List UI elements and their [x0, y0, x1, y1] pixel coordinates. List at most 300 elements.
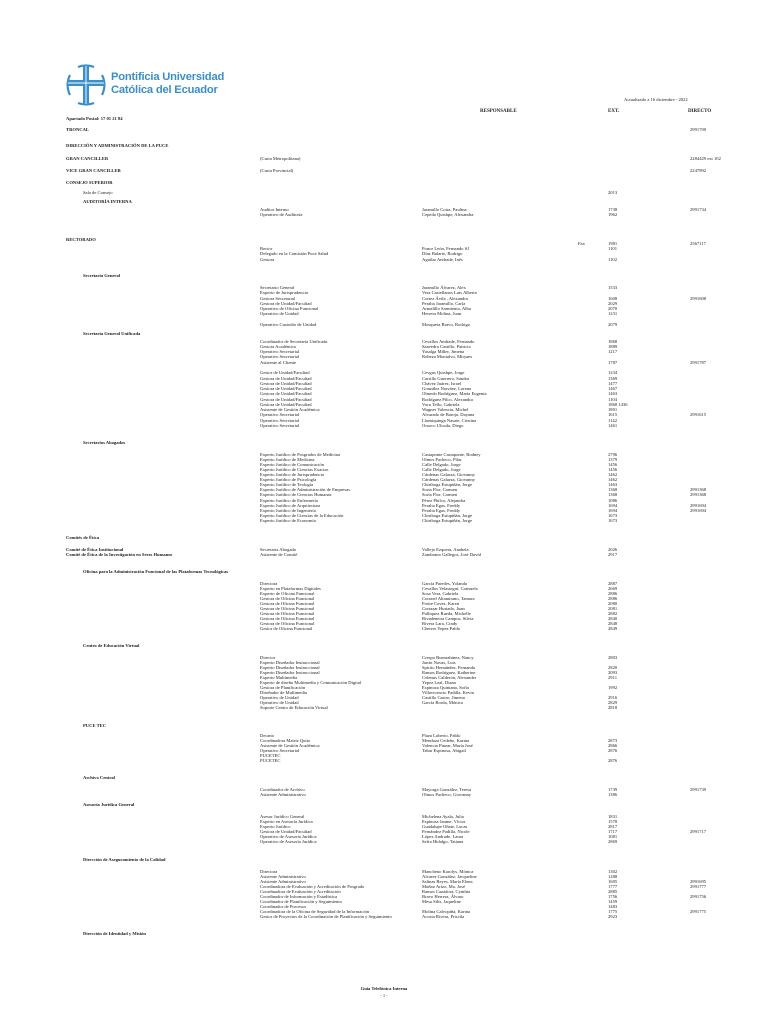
responsable-cell: Fernández Padilla, Nicole: [422, 829, 470, 834]
extension-cell: 2818: [608, 705, 618, 710]
section-heading: GRAN CANCILLER: [66, 156, 109, 161]
column-header-directo: DIRECTO: [688, 109, 712, 114]
direct-number-cell: 2991787: [690, 360, 707, 365]
position-cell: Gestora de Oficina Funcional: [260, 606, 315, 611]
position-cell: (Curia Provincial): [260, 168, 294, 173]
position-cell: Auditor Interno: [260, 207, 289, 212]
responsable-cell: Ponce León, Fernando SJ: [422, 246, 469, 251]
responsable-cell: Olmos Pacheco, Pilar: [422, 457, 462, 462]
responsable-cell: Yasalga Miller, Jimena: [422, 349, 465, 354]
extension-cell: 1379: [608, 457, 618, 462]
section-heading: RECTORADO: [66, 237, 96, 242]
position-cell: Gestora de Unidad/Facultad: [260, 397, 312, 402]
responsable-cell: Castaponte Castaponte, Rodney: [422, 452, 481, 457]
position-cell: Directora: [260, 869, 278, 874]
position-cell: Experto Jurídico de Medicina: [260, 457, 315, 462]
responsable-cell: Molina Calvopiña, Karina: [422, 909, 471, 914]
position-cell: Coordinadora de Evaluación y Acreditación: [260, 889, 341, 894]
extension-cell: 1368: [608, 487, 618, 492]
responsable-cell: García Paredes, Yolanda: [422, 581, 467, 586]
section-heading: Comité de Ética de la Investigación en Seres Humanos: [66, 552, 173, 557]
fax-label: Fax: [578, 241, 585, 246]
extension-cell: 1694: [608, 503, 618, 508]
responsable-cell: Coronel Altamirano, Tamara: [422, 596, 475, 601]
position-cell: Coordinadora de la Oficina de Seguridad de la Información: [260, 909, 370, 914]
direct-number-cell: 2991694: [690, 503, 707, 508]
responsable-cell: Herrera Molina, Juan: [422, 311, 462, 316]
responsable-cell: Sosa Vera, Gabriela: [422, 591, 459, 596]
extension-cell: 1463: [608, 391, 618, 396]
position-cell: Diseñador de Multimedia: [260, 690, 307, 695]
extension-cell: 1787: [608, 360, 618, 365]
responsable-cell: Pérez Philco, Alejandra: [422, 498, 466, 503]
position-cell: Gestora Académica: [260, 344, 296, 349]
position-cell: Operativo Secretarial: [260, 349, 300, 354]
responsable-cell: Olmedo Rodríguez, María Eugenia: [422, 391, 487, 396]
extension-cell: 2911: [608, 675, 618, 680]
direct-number-cell: 2991368: [690, 487, 707, 492]
position-cell: Coordinadora de Evaluación y Acreditación de Posgrado: [260, 884, 365, 889]
responsable-cell: García Borda, Mónica: [422, 700, 463, 705]
extension-cell: 2923: [608, 914, 618, 919]
responsable-cell: Chiriboga Estupiñán, Jorge: [422, 518, 473, 523]
responsable-cell: Cherres Yepez Pablo: [422, 626, 461, 631]
direct-number-cell: 2991756: [690, 894, 707, 899]
position-cell: Experto en Plataformas Digitales: [260, 586, 321, 591]
responsable-cell: Rivadeneira Campos, Silvia: [422, 616, 474, 621]
responsable-cell: Mendoza Cedeño, Karina: [422, 738, 470, 743]
responsable-cell: Mosquera Bravo, Rodrigo: [422, 322, 471, 327]
responsable-cell: Soria Flor, Carmen: [422, 487, 458, 492]
section-heading: Comité de Ética Institucional: [66, 547, 124, 552]
position-cell: Gestora Secretarial: [260, 296, 296, 301]
extension-cell: 1962: [608, 212, 618, 217]
extension-cell: 1102: [608, 257, 618, 262]
position-cell: Gestora de Oficina Funcional: [260, 611, 315, 616]
cross-emblem-icon: [66, 63, 106, 107]
extension-cell: 2849: [608, 626, 618, 631]
position-cell: Asistente Administrativo: [260, 874, 306, 879]
footer-page-number: - 1 -: [380, 993, 388, 998]
subsection-heading: PUCE TEC: [83, 723, 107, 728]
subsection-heading: Archivo Central: [83, 775, 115, 780]
extension-cell: 1673: [608, 518, 618, 523]
position-cell: Experto Diseñador Instruccional: [260, 660, 320, 665]
position-cell: Gestor de Proyectos de la Coordinación de Planificación y Seguimiento: [260, 914, 392, 919]
extension-cell: 1104: [608, 397, 618, 402]
responsable-cell: Llumiquinga Nasate, Cristina: [422, 418, 477, 423]
responsable-cell: Valencia Pinzar, María José: [422, 743, 473, 748]
position-cell: Experto Jurídico de Ingeniería: [260, 508, 316, 513]
extension-cell: 1467: [608, 386, 618, 391]
responsable-cell: Chávez Juárez, Israel: [422, 381, 462, 386]
extension-cell: 2820: [608, 665, 618, 670]
extension-cell: 2079: [608, 322, 618, 327]
responsable-cell: Aguilar Andrade, Inés: [422, 257, 463, 262]
responsable-cell: Cepeda Quishpe, Alexandra: [422, 212, 474, 217]
extension-cell: 2796: [608, 452, 618, 457]
position-cell: Experto Jurídico de Administración de Empresas: [260, 487, 350, 492]
position-cell: Gestora de Unidad/Facultad: [260, 402, 312, 407]
extension-cell: 2829: [608, 700, 618, 705]
university-logo: [66, 63, 236, 107]
responsable-cell: Rodríguez Pilco, Alexandra: [422, 397, 473, 402]
responsable-cell: Cárdenas Galarza, Giovanny: [422, 472, 475, 477]
position-cell: Experto Jurídico de Ciencias Humanas: [260, 492, 332, 497]
responsable-cell: Peralta Egas, Freddy: [422, 503, 461, 508]
responsable-cell: Salinas Reyes, María Elena: [422, 879, 473, 884]
responsable-cell: Jarrín Navas, Luis: [422, 660, 456, 665]
subsection-heading: Dirección de Identidad y Misión: [83, 931, 146, 936]
extension-cell: 1981: [608, 241, 618, 246]
extension-cell: 1463: [608, 482, 618, 487]
extension-cell: 1234: [608, 370, 618, 375]
position-cell: Experto Jurídico de Psicología: [260, 477, 317, 482]
position-cell: Operativo de Oficina Funcional: [260, 306, 319, 311]
direct-number-cell: 2247892: [690, 168, 707, 173]
extension-cell: 1231: [608, 311, 618, 316]
position-cell: Experto Jurídico de Enfermería: [260, 498, 318, 503]
extension-cell: 1695: [608, 879, 618, 884]
position-cell: Operativo de Asesoría Jurídica: [260, 834, 317, 839]
responsable-cell: Vera Castellanos Luis Alberto: [422, 290, 477, 295]
extension-cell: 1477: [608, 381, 618, 386]
subsection-heading: Sala de Consejo: [83, 190, 113, 195]
position-cell: Asesor Jurídico General: [260, 814, 305, 819]
responsable-cell: Chiriboga Estupiñán, Jorge: [422, 482, 473, 487]
responsable-cell: Mayorga González, Teresa: [422, 787, 472, 792]
responsable-cell: Ramos Cazadora, Cynthia: [422, 889, 471, 894]
section-heading: VICE GRAN CANCILLER: [66, 168, 121, 173]
responsable-cell: López Andrade, Laura: [422, 834, 464, 839]
extension-cell: 2869: [608, 839, 618, 844]
position-cell: Asistente de Gestión Académica: [260, 407, 320, 412]
extension-cell: 2840: [608, 616, 618, 621]
position-cell: (Curia Metropolitana): [260, 156, 301, 161]
responsable-cell: Bravo Herrera, Álvaro: [422, 894, 464, 899]
extension-cell: 1801: [608, 407, 618, 412]
position-cell: Gestora de Unidad/Facultad: [260, 301, 312, 306]
extension-cell: 2866: [608, 743, 618, 748]
responsable-cell: Cárdenas Galarza, Giovanny: [422, 477, 475, 482]
responsable-cell: Castillo Castro, Jimena: [422, 695, 465, 700]
position-cell: Experto de Jurisprudencia: [260, 290, 308, 295]
extension-cell: 2081: [608, 606, 618, 611]
position-cell: Coordinador de Archivo: [260, 787, 305, 792]
responsable-cell: Freire Cavez, Karen: [422, 601, 460, 606]
extension-cell: 1302: [608, 869, 618, 874]
responsable-cell: Olmos Pacheco, Giovanny: [422, 792, 472, 797]
extension-cell: 1831: [608, 814, 618, 819]
responsable-cell: Wagner Valencia, Michel: [422, 407, 469, 412]
position-cell: Experto de diseño Multimedia y Comunicación Digital: [260, 680, 362, 685]
position-cell: Experto Jurídico de Teología: [260, 482, 314, 487]
position-cell: Gestor de Oficina Funcional: [260, 626, 313, 631]
extension-cell: 2669: [608, 586, 618, 591]
extension-cell: 2013: [608, 190, 618, 195]
position-cell: Experto Jurídico de Posgrados de Medicina: [260, 452, 340, 457]
section-heading: TRONCAL: [66, 127, 89, 132]
position-cell: PUCETEC: [260, 753, 281, 758]
responsable-cell: Soria Flor, Carmen: [422, 492, 458, 497]
subsection-heading: AUDITORÍA INTERNA: [83, 199, 132, 204]
position-cell: Coordinador de Procesos: [260, 904, 307, 909]
responsable-cell: Peralta Jaramillo, Carla: [422, 301, 466, 306]
responsable-cell: Michelena Ayala, Julio: [422, 814, 465, 819]
responsable-cell: Díaz Balarte, Rodrigo: [422, 251, 463, 256]
extension-cell: 2876: [608, 748, 618, 753]
extension-cell: 1456: [608, 467, 618, 472]
position-cell: Operativo Secretarial: [260, 423, 300, 428]
position-cell: Coordinador de Secretaría Unificada: [260, 339, 328, 344]
position-cell: Experto Jurídico de Arquitectura: [260, 503, 321, 508]
position-cell: Experto Jurídico: [260, 824, 291, 829]
responsable-cell: Guadalupe Oñate, Lucas: [422, 824, 468, 829]
position-cell: Experto Jurídico de Ciencias de la Educación: [260, 513, 344, 518]
direct-number-cell: 2991777: [690, 884, 707, 889]
extension-cell: 1456: [608, 462, 618, 467]
extension-cell: 1717: [608, 829, 618, 834]
direct-number-cell: 2991700: [690, 127, 707, 132]
updated-date: Actualizado a 16 diciembre - 2022: [624, 97, 688, 102]
position-cell: PUCETEC: [260, 758, 281, 763]
extension-cell: 2916: [608, 695, 618, 700]
extension-cell: 2817: [608, 824, 618, 829]
position-cell: Operativo Secretarial: [260, 412, 300, 417]
position-cell: Experto Jurídico de Economía: [260, 518, 316, 523]
position-cell: Experto Jurídico de Comunicación: [260, 462, 324, 467]
responsable-cell: Calle Delgado, Jorge: [422, 467, 461, 472]
direct-number-cell: 2991694: [690, 508, 707, 513]
responsable-cell: Calle Delgado, Jorge: [422, 462, 461, 467]
extension-cell: 1462: [608, 472, 618, 477]
position-cell: Experto de Oficina Funcional: [260, 591, 315, 596]
position-cell: Operativo Secretarial: [260, 354, 300, 359]
extension-cell: 2093: [608, 670, 618, 675]
extension-cell: 1081: [608, 834, 618, 839]
responsable-cell: Vallejo Ezquera, Anabela: [422, 547, 469, 552]
responsable-cell: Armalillo Sarmiento, Alba: [422, 306, 471, 311]
extension-cell: 1142: [608, 418, 618, 423]
position-cell: Operativo de Unidad: [260, 311, 299, 316]
position-cell: Experto Diseñador Instruccional: [260, 670, 320, 675]
subsection-heading: Asesoría Jurídica General: [83, 802, 135, 807]
position-cell: Decano: [260, 733, 275, 738]
extension-cell: 2917: [608, 552, 618, 557]
extension-cell: 2876: [608, 758, 618, 763]
responsable-cell: Cevallos Andrade, Fernando: [422, 339, 475, 344]
responsable-cell: Cortez Ávila , Alexandra: [422, 296, 468, 301]
extension-cell: 2029: [608, 301, 618, 306]
responsable-cell: Celemis Calderón, Alexander: [422, 675, 477, 680]
extension-cell: 1868 1436: [608, 402, 628, 407]
responsable-cell: Villavicencio Padilla, Kevin: [422, 690, 474, 695]
extension-cell: 1217: [608, 349, 618, 354]
position-cell: Delegado en la Comisión Puce Salud: [260, 251, 329, 256]
position-cell: Operativo de Auditoría: [260, 212, 303, 217]
position-cell: Rector: [260, 246, 273, 251]
position-cell: Asistente de Comité: [260, 552, 298, 557]
column-header-ext: EXT.: [608, 109, 620, 114]
direct-number-cell: 2991717: [690, 829, 707, 834]
extension-cell: 1483: [608, 904, 618, 909]
subsection-heading: Centro de Educación Virtual: [83, 643, 140, 648]
extension-cell: 1868: [608, 339, 618, 344]
position-cell: Experto en Asesoría Jurídica: [260, 819, 313, 824]
extension-cell: 2026: [608, 547, 618, 552]
direct-number-cell: 2991615: [690, 412, 707, 417]
position-cell: Experto Diseñador Instruccional: [260, 665, 320, 670]
direct-number-cell: 2991368: [690, 492, 707, 497]
position-cell: Gestora de Unidad/Facultad: [260, 386, 312, 391]
extension-cell: 2848: [608, 621, 618, 626]
position-cell: Gestora de Unidad/Facultad: [260, 381, 312, 386]
position-cell: Gestora de Planificación: [260, 685, 306, 690]
position-cell: Gestora de Oficina Funcional: [260, 601, 315, 606]
extension-cell: 1673: [608, 513, 618, 518]
position-cell: Experto Multimedia: [260, 675, 298, 680]
extension-cell: 1889: [608, 344, 618, 349]
extension-cell: 2873: [608, 738, 618, 743]
direct-number-cell: 2991734: [690, 207, 707, 212]
position-cell: Coordinadora Matriz Quito: [260, 738, 311, 743]
extension-cell: 1756: [608, 894, 618, 899]
extension-cell: 1461: [608, 423, 618, 428]
position-cell: Gestora de Unidad/Facultad: [260, 391, 312, 396]
footer-title: Guía Telefónica Interna: [360, 986, 408, 991]
extension-cell: 1386: [608, 792, 618, 797]
position-cell: Operativo de Asesoría Jurídica: [260, 839, 317, 844]
position-cell: Gestora de Unidad/Facultad: [260, 376, 312, 381]
responsable-cell: Cortazar Hurtado, Juan: [422, 606, 465, 611]
position-cell: Secretaria Abogada: [260, 547, 296, 552]
position-cell: Asistente de Gestión Académica: [260, 743, 320, 748]
extension-cell: 1992: [608, 685, 618, 690]
responsable-cell: Cevgus Quishpe, Jorge: [422, 370, 465, 375]
position-cell: Coordinador de Información y Estadística: [260, 894, 338, 899]
subsection-heading: Secretarios Abogados: [83, 440, 126, 445]
position-cell: Gestora de Oficina Funcional: [260, 596, 315, 601]
extension-cell: 1608: [608, 296, 618, 301]
extension-cell: 1533: [608, 285, 618, 290]
responsable-cell: Crespo Buenrahinez, Nancy: [422, 655, 474, 660]
subsection-heading: Secretaría General: [83, 273, 121, 278]
direct-number-cell: 2991775: [690, 909, 707, 914]
section-heading: Comités de Ética: [66, 535, 100, 540]
position-cell: Asistente al Cliente: [260, 360, 296, 365]
position-cell: Asistente Administrativo: [260, 792, 306, 797]
responsable-cell: Espinoza Quintana, Sofía: [422, 685, 469, 690]
extension-cell: 2885: [608, 889, 618, 894]
responsable-cell: Jaramillo Álvarez, Alex: [422, 285, 466, 290]
postal-address: Apartado Postal: 17 01 21 84: [66, 116, 123, 121]
responsable-cell: Cevallos Velasteguí, Consuelo: [422, 586, 478, 591]
responsable-cell: Jaramillo Coira, Paulina: [422, 207, 467, 212]
extension-cell: 1086: [608, 498, 618, 503]
extension-cell: 1462: [608, 477, 618, 482]
responsable-cell: Spirito Hernández, Fernanda: [422, 665, 475, 670]
subsection-heading: Oficina para la Administración Funcional de las Plataformas Tecnológicas: [83, 569, 229, 574]
responsable-cell: Yepez Leal, Diana: [422, 680, 456, 685]
responsable-cell: Mancheno Karolys, Mónica: [422, 869, 474, 874]
extension-cell: 1288: [608, 874, 618, 879]
position-cell: Asistente Administrativo: [260, 879, 306, 884]
responsable-cell: Saavedra Castillo, Patricio: [422, 344, 471, 349]
section-heading: CONSEJO SUPERIOR: [66, 180, 113, 185]
position-cell: Gestora de Unidad/Facultad: [260, 829, 312, 834]
extension-cell: 1101: [608, 246, 618, 251]
extension-cell: 1738: [608, 207, 618, 212]
extension-cell: 2080: [608, 601, 618, 606]
responsable-cell: Carrillo Guerrero, Sandra: [422, 376, 470, 381]
logo-line-2: Católica del Ecuador: [111, 84, 218, 96]
extension-cell: 2886: [608, 596, 618, 601]
position-cell: Coordinador de Planificación y Seguimiento: [260, 899, 342, 904]
responsable-cell: Pulliquez Rueda, Michelle: [422, 611, 471, 616]
responsable-cell: Peralta Egas, Freddy: [422, 508, 461, 513]
direct-number-cell: 2991739: [690, 787, 707, 792]
extension-cell: 1615: [608, 412, 618, 417]
responsable-cell: Alvarado de Baroja, Dayana: [422, 412, 475, 417]
position-cell: Operativo Custodio de Unidad: [260, 322, 317, 327]
responsable-cell: Mesa Silis, Jaqueline: [422, 899, 461, 904]
extension-cell: 1777: [608, 884, 618, 889]
position-cell: Secretario General: [260, 285, 295, 290]
logo-line-1: Pontificia Universidad: [111, 71, 225, 83]
extension-cell: 1739: [608, 787, 618, 792]
extension-cell: 1369: [608, 376, 618, 381]
extension-cell: 1368: [608, 492, 618, 497]
extension-cell: 2803: [608, 655, 618, 660]
responsable-cell: Vaca Tello, Gabriela: [422, 402, 460, 407]
position-cell: Operativo de Unidad: [260, 700, 299, 705]
column-header-responsable: RESPONSABLE: [480, 109, 517, 114]
position-cell: Gestora de Oficina Funcional: [260, 621, 315, 626]
position-cell: Operativo Secretarial: [260, 418, 300, 423]
responsable-cell: Muñoz Arízo, Ma. José: [422, 884, 465, 889]
responsable-cell: Espinosa Jaume, Víctor: [422, 819, 466, 824]
responsable-cell: Chiriboga Estupiñán, Jorge: [422, 513, 473, 518]
responsable-cell: Plaza Loberto, Pablo: [422, 733, 461, 738]
responsable-cell: Sefra Hidalgo, Tatiana: [422, 839, 464, 844]
responsable-cell: Rivera Lara, Cindy: [422, 621, 458, 626]
extension-cell: 2882: [608, 611, 618, 616]
position-cell: Gestora: [260, 257, 275, 262]
extension-cell: 2887: [608, 581, 618, 586]
responsable-cell: Ramos Rodríguez, Katherine: [422, 670, 476, 675]
extension-cell: 1694: [608, 508, 618, 513]
position-cell: Soporte Centro de Educación Virtual: [260, 705, 328, 710]
direct-number-cell: 2284429 ext 102: [690, 156, 721, 161]
extension-cell: 2886: [608, 591, 618, 596]
position-cell: Experto Jurídico de Ciencias Exactas: [260, 467, 329, 472]
responsable-cell: Zambrano Gallegos, José David: [422, 552, 481, 557]
extension-cell: 1459: [608, 899, 618, 904]
position-cell: Director: [260, 655, 276, 660]
subsection-heading: Secretaría General Unificada: [83, 331, 141, 336]
position-cell: Operativo de Unidad: [260, 695, 299, 700]
position-cell: Experto Jurídico de Jurisprudencia: [260, 472, 324, 477]
direct-number-cell: 2991695: [690, 879, 707, 884]
responsable-cell: Robeza Montalvo, Miryam: [422, 354, 472, 359]
position-cell: Gestor de Unidad/Facultad: [260, 370, 310, 375]
position-cell: Directora: [260, 581, 278, 586]
responsable-cell: González Narváez, Lorena: [422, 386, 472, 391]
extension-cell: 2070: [608, 306, 618, 311]
extension-cell: 1775: [608, 909, 618, 914]
responsable-cell: Tabar Espinosa, Abigail: [422, 748, 466, 753]
responsable-cell: Orozco Ulcuda, Diego: [422, 423, 464, 428]
